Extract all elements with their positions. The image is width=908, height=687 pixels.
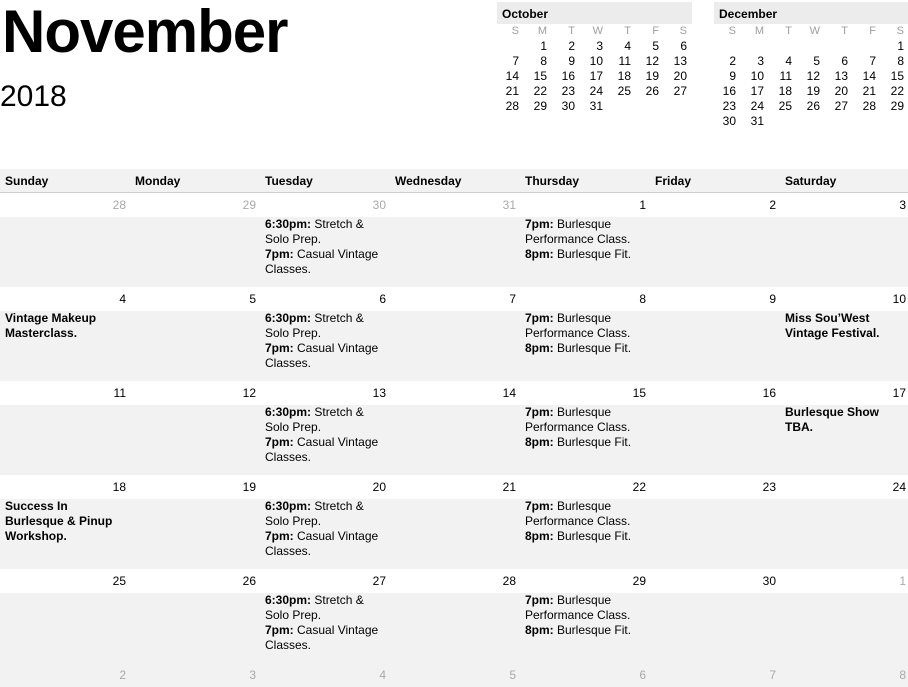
mini-calendar-day[interactable]: 19 <box>645 69 659 83</box>
event-text: Casual Vintage Classes. <box>265 529 379 558</box>
mini-calendar-weekday: W <box>592 25 603 37</box>
day-number[interactable]: 15 <box>632 386 646 400</box>
event-text: Burlesque Fit. <box>553 435 632 449</box>
day-number[interactable]: 1 <box>899 574 906 588</box>
day-cell[interactable] <box>130 311 260 381</box>
day-cell[interactable] <box>520 593 650 663</box>
event-entry[interactable] <box>265 435 385 465</box>
mini-calendar-weekday: F <box>869 25 876 37</box>
day-number[interactable]: 29 <box>632 574 646 588</box>
day-number[interactable]: 5 <box>249 292 256 306</box>
day-number[interactable]: 6 <box>639 668 646 682</box>
event-text: Stretch & Solo Prep. <box>265 593 364 622</box>
day-number[interactable]: 31 <box>502 198 516 212</box>
mini-calendar-weekday: M <box>537 25 547 37</box>
mini-calendar-day[interactable]: 26 <box>645 84 659 98</box>
event-entry[interactable] <box>265 405 385 435</box>
mini-calendar-day <box>742 39 770 54</box>
event-time: 7pm: <box>265 435 294 449</box>
day-number[interactable]: 4 <box>379 668 386 682</box>
weekday-label: Wednesday <box>395 174 462 188</box>
event-entry[interactable] <box>525 311 645 341</box>
day-cell[interactable] <box>260 593 390 663</box>
day-number[interactable]: 11 <box>113 386 126 400</box>
day-number[interactable]: 14 <box>502 386 516 400</box>
event-entry[interactable] <box>525 593 645 623</box>
day-cell[interactable] <box>260 217 390 287</box>
event-time: 6:30pm: <box>265 405 312 419</box>
day-cell[interactable] <box>130 405 260 475</box>
mini-calendar-day[interactable]: 9 <box>568 54 575 68</box>
event-text: Burlesque Fit. <box>553 247 632 261</box>
event-text: Burlesque Fit. <box>553 341 632 355</box>
day-cell[interactable] <box>780 217 908 287</box>
mini-calendar-day[interactable]: 5 <box>652 39 659 53</box>
mini-calendar-day[interactable]: 16 <box>561 69 575 83</box>
mini-calendar-day[interactable]: 16 <box>722 84 736 98</box>
day-number[interactable]: 30 <box>762 574 776 588</box>
event-entry[interactable] <box>265 499 385 529</box>
event-entry[interactable] <box>525 529 645 544</box>
mini-calendar-day <box>770 39 798 54</box>
weeks-container <box>0 193 908 663</box>
mini-calendar-day[interactable]: 3 <box>757 54 764 68</box>
mini-calendar-grid <box>714 24 908 129</box>
weekday-header-row <box>0 169 908 193</box>
day-number[interactable]: 8 <box>899 668 906 682</box>
mini-calendar-day[interactable]: 5 <box>813 54 820 68</box>
mini-calendar-day[interactable]: 18 <box>778 84 792 98</box>
mini-calendar-day[interactable]: 11 <box>779 69 792 83</box>
day-number-row <box>0 193 908 217</box>
mini-calendar-day[interactable]: 10 <box>589 54 603 68</box>
mini-calendar-day[interactable]: 6 <box>841 54 848 68</box>
mini-calendar-day[interactable]: 20 <box>673 69 687 83</box>
event-text: Burlesque Performance Class. <box>525 217 631 246</box>
events-row <box>0 405 908 475</box>
day-number[interactable]: 13 <box>372 386 386 400</box>
mini-calendar-day[interactable]: 15 <box>533 69 547 83</box>
mini-calendar-day[interactable]: 9 <box>729 69 736 83</box>
mini-calendar-weekday: M <box>754 25 764 37</box>
day-number[interactable]: 27 <box>372 574 386 588</box>
mini-calendar-day[interactable]: 24 <box>589 84 603 98</box>
day-cell[interactable] <box>390 217 520 287</box>
mini-calendar-day <box>854 39 882 54</box>
mini-calendar-day[interactable]: 7 <box>512 54 519 68</box>
month-title: November <box>2 0 288 65</box>
event-entry[interactable] <box>265 593 385 623</box>
event-time: 8pm: <box>525 623 554 637</box>
mini-calendar-day[interactable]: 30 <box>722 114 736 128</box>
day-cell[interactable] <box>780 311 908 381</box>
mini-calendar-day[interactable]: 7 <box>869 54 876 68</box>
mini-calendar-day[interactable]: 20 <box>834 84 848 98</box>
day-number[interactable]: 7 <box>509 292 516 306</box>
mini-calendar-day[interactable]: 31 <box>750 114 764 128</box>
mini-calendar-day[interactable]: 22 <box>533 84 547 98</box>
trailing-week-row <box>0 663 908 687</box>
day-number[interactable]: 3 <box>249 668 256 682</box>
event-text: Casual Vintage Classes. <box>265 341 379 370</box>
day-cell[interactable] <box>0 499 130 569</box>
mini-calendar-day[interactable]: 14 <box>862 69 876 83</box>
day-cell[interactable] <box>520 217 650 287</box>
mini-calendar-day[interactable]: 25 <box>778 99 792 113</box>
weekday-label: Saturday <box>785 174 837 188</box>
event-entry[interactable] <box>265 341 385 371</box>
events-row <box>0 311 908 381</box>
day-number[interactable]: 2 <box>119 668 126 682</box>
event-entry[interactable] <box>525 499 645 529</box>
day-number[interactable]: 22 <box>632 480 646 494</box>
day-number[interactable]: 28 <box>112 198 126 212</box>
day-cell[interactable] <box>390 593 520 663</box>
day-number-row <box>0 381 908 405</box>
mini-calendar-title: October <box>497 2 692 24</box>
event-text: Casual Vintage Classes. <box>265 435 379 464</box>
day-number-row <box>0 569 908 593</box>
mini-calendar-weekday: T <box>785 25 792 37</box>
day-number[interactable]: 16 <box>762 386 776 400</box>
event-entry[interactable] <box>525 623 645 638</box>
event-title[interactable]: Vintage Makeup Masterclass. <box>5 311 97 340</box>
event-title[interactable]: Success In Burlesque & Pinup Workshop. <box>5 499 113 543</box>
year-title: 2018 <box>0 80 67 113</box>
mini-calendar-day[interactable]: 23 <box>561 84 575 98</box>
mini-calendar-day[interactable]: 24 <box>750 99 764 113</box>
events-row <box>0 217 908 287</box>
week-row <box>0 287 908 381</box>
mini-calendar-weekday: S <box>728 25 736 37</box>
event-entry[interactable] <box>265 217 385 247</box>
day-cell[interactable] <box>260 311 390 381</box>
day-number[interactable]: 17 <box>892 386 906 400</box>
mini-calendar-day[interactable]: 31 <box>589 99 603 113</box>
day-number[interactable]: 28 <box>502 574 516 588</box>
day-number[interactable]: 21 <box>502 480 516 494</box>
event-entry[interactable] <box>525 247 645 262</box>
mini-calendar-weekday: T <box>568 25 575 37</box>
mini-calendar-day[interactable]: 28 <box>505 99 519 113</box>
mini-calendar-day[interactable]: 11 <box>618 54 631 68</box>
weekday-label: Thursday <box>525 174 580 188</box>
mini-calendar-day[interactable]: 22 <box>890 84 904 98</box>
week-row <box>0 569 908 663</box>
mini-calendar-day[interactable]: 1 <box>897 39 904 53</box>
day-number[interactable]: 9 <box>769 292 776 306</box>
mini-calendar-day[interactable]: 1 <box>540 39 547 53</box>
day-number-row <box>0 475 908 499</box>
event-time: 7pm: <box>265 623 294 637</box>
event-time: 7pm: <box>525 311 554 325</box>
mini-calendar-day[interactable]: 30 <box>561 99 575 113</box>
mini-calendar-day[interactable]: 18 <box>617 69 631 83</box>
event-text: Burlesque Performance Class. <box>525 405 631 434</box>
event-time: 7pm: <box>265 341 294 355</box>
event-text: Burlesque Performance Class. <box>525 593 631 622</box>
mini-calendar-day[interactable]: 23 <box>722 99 736 113</box>
day-cell[interactable] <box>130 499 260 569</box>
event-time: 7pm: <box>265 247 294 261</box>
event-text: Casual Vintage Classes. <box>265 247 379 276</box>
day-cell[interactable] <box>0 311 130 381</box>
event-time: 8pm: <box>525 247 554 261</box>
mini-calendar-day[interactable]: 29 <box>890 99 904 113</box>
weekday-label: Tuesday <box>265 174 313 188</box>
day-number[interactable]: 10 <box>892 292 906 306</box>
mini-calendar-day[interactable]: 13 <box>673 54 687 68</box>
day-number[interactable]: 23 <box>762 480 776 494</box>
mini-calendar-day[interactable]: 2 <box>729 54 736 68</box>
event-time: 6:30pm: <box>265 217 312 231</box>
mini-calendar-day[interactable]: 15 <box>890 69 904 83</box>
mini-calendar-weekday: T <box>841 25 848 37</box>
day-cell[interactable] <box>130 593 260 663</box>
mini-calendar-weekday: S <box>511 25 519 37</box>
day-number[interactable]: 18 <box>112 480 126 494</box>
weekday-label: Sunday <box>5 174 49 188</box>
event-entry[interactable] <box>525 341 645 356</box>
weekday-label: Monday <box>135 174 181 188</box>
event-entry[interactable] <box>525 405 645 435</box>
day-number[interactable]: 24 <box>892 480 906 494</box>
event-time: 7pm: <box>525 405 554 419</box>
mini-calendar-weekday: T <box>624 25 631 37</box>
mini-calendar-day <box>714 39 742 54</box>
mini-calendar-day[interactable]: 17 <box>750 84 764 98</box>
day-cell[interactable] <box>390 499 520 569</box>
day-number-row <box>0 287 908 311</box>
mini-calendar-day[interactable]: 13 <box>834 69 848 83</box>
week-row <box>0 193 908 287</box>
day-number[interactable]: 25 <box>112 574 126 588</box>
mini-calendar-day <box>826 39 854 54</box>
day-cell[interactable] <box>650 593 780 663</box>
month-calendar <box>0 169 908 687</box>
day-number[interactable]: 30 <box>372 198 386 212</box>
mini-calendar-day[interactable]: 12 <box>806 69 820 83</box>
day-number[interactable]: 26 <box>242 574 256 588</box>
mini-calendar-day[interactable]: 21 <box>505 84 519 98</box>
weekday-label: Friday <box>655 174 692 188</box>
day-cell[interactable] <box>520 311 650 381</box>
day-number[interactable]: 3 <box>899 198 906 212</box>
day-cell[interactable] <box>260 499 390 569</box>
day-cell[interactable] <box>390 311 520 381</box>
day-number[interactable]: 12 <box>242 386 256 400</box>
event-text: Burlesque Performance Class. <box>525 499 631 528</box>
event-text: Burlesque Fit. <box>553 623 632 637</box>
mini-calendar-weekday: W <box>809 25 820 37</box>
day-cell[interactable] <box>0 593 130 663</box>
mini-calendar-day[interactable]: 2 <box>568 39 575 53</box>
mini-calendar-day[interactable]: 4 <box>785 54 792 68</box>
event-time: 8pm: <box>525 435 554 449</box>
event-time: 6:30pm: <box>265 499 312 513</box>
day-cell[interactable] <box>780 593 908 663</box>
event-title[interactable]: Burlesque Show TBA. <box>785 405 880 434</box>
day-cell[interactable] <box>260 405 390 475</box>
day-cell[interactable] <box>130 217 260 287</box>
event-time: 7pm: <box>525 217 554 231</box>
events-row <box>0 593 908 663</box>
day-cell[interactable] <box>780 499 908 569</box>
mini-calendar-day[interactable]: 17 <box>589 69 603 83</box>
day-cell[interactable] <box>780 405 908 475</box>
event-entry[interactable] <box>265 311 385 341</box>
day-number[interactable]: 20 <box>372 480 386 494</box>
mini-calendar-day[interactable]: 28 <box>862 99 876 113</box>
event-text: Stretch & Solo Prep. <box>265 217 364 246</box>
event-time: 7pm: <box>525 499 554 513</box>
mini-calendar-weekday: F <box>652 25 659 37</box>
day-cell[interactable] <box>650 217 780 287</box>
event-time: 6:30pm: <box>265 311 312 325</box>
event-text: Stretch & Solo Prep. <box>265 405 364 434</box>
mini-calendar-day[interactable]: 26 <box>806 99 820 113</box>
day-cell[interactable] <box>650 311 780 381</box>
event-entry[interactable] <box>265 247 385 277</box>
mini-calendar-day[interactable]: 27 <box>673 84 687 98</box>
day-number[interactable]: 7 <box>769 668 776 682</box>
day-cell[interactable] <box>650 499 780 569</box>
day-number[interactable]: 1 <box>639 198 646 212</box>
event-text: Stretch & Solo Prep. <box>265 311 364 340</box>
mini-calendar-day[interactable]: 19 <box>806 84 820 98</box>
day-number[interactable]: 4 <box>119 292 126 306</box>
mini-calendar-weekday: S <box>896 25 904 37</box>
event-title[interactable]: Miss Sou’West Vintage Festival. <box>785 311 880 340</box>
mini-calendar-grid <box>497 24 692 114</box>
event-entry[interactable] <box>265 623 385 653</box>
day-cell[interactable] <box>0 217 130 287</box>
mini-calendar-day <box>798 39 826 54</box>
events-row <box>0 499 908 569</box>
day-cell[interactable] <box>0 405 130 475</box>
mini-calendar-october <box>497 2 692 114</box>
event-time: 6:30pm: <box>265 593 312 607</box>
event-text: Stretch & Solo Prep. <box>265 499 364 528</box>
mini-calendar-day[interactable]: 3 <box>596 39 603 53</box>
event-entry[interactable] <box>265 529 385 559</box>
mini-calendar-day[interactable]: 25 <box>617 84 631 98</box>
mini-calendar-day <box>497 39 525 54</box>
day-number[interactable]: 29 <box>242 198 256 212</box>
mini-calendar-day[interactable]: 8 <box>540 54 547 68</box>
mini-calendar-december <box>714 2 908 129</box>
event-time: 8pm: <box>525 529 554 543</box>
mini-calendar-day[interactable]: 12 <box>645 54 659 68</box>
event-time: 7pm: <box>265 529 294 543</box>
day-number[interactable]: 6 <box>379 292 386 306</box>
mini-calendar-day[interactable]: 4 <box>624 39 631 53</box>
event-entry[interactable] <box>525 217 645 247</box>
day-number[interactable]: 8 <box>639 292 646 306</box>
mini-calendar-day[interactable]: 6 <box>680 39 687 53</box>
event-time: 7pm: <box>525 593 554 607</box>
event-time: 8pm: <box>525 341 554 355</box>
mini-calendar-day[interactable]: 14 <box>505 69 519 83</box>
event-entry[interactable] <box>525 435 645 450</box>
day-cell[interactable] <box>390 405 520 475</box>
week-row <box>0 475 908 569</box>
day-cell[interactable] <box>520 405 650 475</box>
mini-calendar-day[interactable]: 27 <box>834 99 848 113</box>
day-cell[interactable] <box>520 499 650 569</box>
mini-calendar-weekday: S <box>679 25 687 37</box>
day-number[interactable]: 19 <box>242 480 256 494</box>
day-number[interactable]: 5 <box>509 668 516 682</box>
event-text: Burlesque Fit. <box>553 529 632 543</box>
mini-calendar-day[interactable]: 8 <box>897 54 904 68</box>
mini-calendar-day[interactable]: 21 <box>862 84 876 98</box>
mini-calendar-title: December <box>714 2 908 24</box>
mini-calendar-day[interactable]: 29 <box>533 99 547 113</box>
week-row <box>0 381 908 475</box>
event-text: Burlesque Performance Class. <box>525 311 631 340</box>
day-number[interactable]: 2 <box>769 198 776 212</box>
day-cell[interactable] <box>650 405 780 475</box>
event-text: Casual Vintage Classes. <box>265 623 379 652</box>
mini-calendar-day[interactable]: 10 <box>750 69 764 83</box>
